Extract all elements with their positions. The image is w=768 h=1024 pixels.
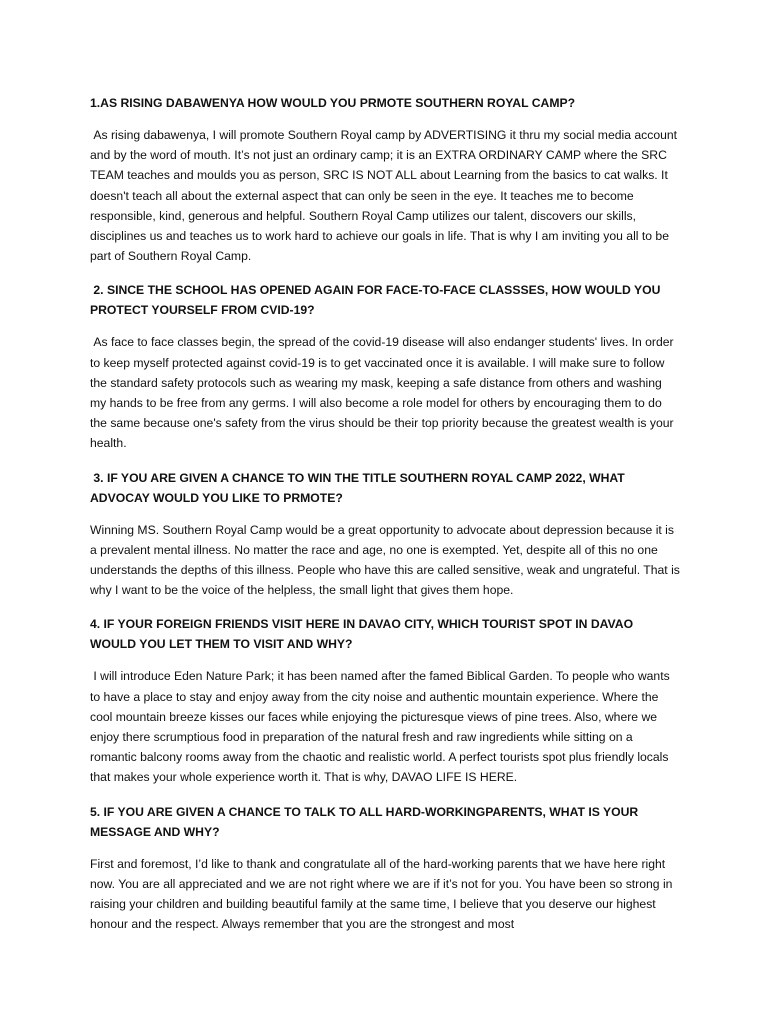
question-2-heading: 2. SINCE THE SCHOOL HAS OPENED AGAIN FOR FACE-TO-FACE CLASSSES, HOW WOULD YOU PROTECT YOURSELF FROM CVID-19? — [90, 283, 664, 318]
question-3-heading: 3. IF YOU ARE GIVEN A CHANCE TO WIN THE TITLE SOUTHERN ROYAL CAMP 2022, WHAT ADVOCAY WOULD YOU LIKE TO PRMOTE? — [90, 470, 628, 505]
answer-4-paragraph: I will introduce Eden Nature Park; it has been named after the famed Biblical Garden. To people who wants to have a place to stay and enjoy away from the city noise and authentic mountain experience. Where the cool mountain breeze kisses our faces while enjoying the picturesque views of pine trees. Also, where we enjoy there scrumptious food in preparation of the natural fresh and raw ingredients while sitting on a romantic balcony rooms away from the chaotic and realistic world. A perfect tourists spot plus friendly locals that makes your whole experience worth it. That is why, DAVAO LIFE IS HERE. — [90, 669, 674, 785]
answer-1-paragraph: As rising dabawenya, I will promote Southern Royal camp by ADVERTISING it thru my social media account and by the word of mouth. It’s not just an ordinary camp; it is an EXTRA ORDINARY CAMP where the SRC TEAM teaches and moulds you as person, SRC IS NOT ALL about Learning from the basics to cat walks. It doesn't teach all about the external aspect that can only be seen in the eye. It teaches me to become responsible, kind, generous and helpful. Southern Royal Camp utilizes our talent, discovers our skills, disciplines us and teaches us to work hard to achieve our goals in life. That is why I am inviting you all to be part of Southern Royal Camp. — [90, 128, 681, 264]
question-5-heading: 5. IF YOU ARE GIVEN A CHANCE TO TALK TO ALL HARD-WORKINGPARENTS, WHAT IS YOUR MESSAGE AND WHY? — [90, 804, 642, 839]
question-4-heading: 4. IF YOUR FOREIGN FRIENDS VISIT HERE IN DAVAO CITY, WHICH TOURIST SPOT IN DAVAO WOULD YOU LET THEM TO VISIT AND WHY? — [90, 617, 637, 652]
document-body — [90, 93, 684, 948]
question-1-heading: 1.AS RISING DABAWENYA HOW WOULD YOU PRMOTE SOUTHERN ROYAL CAMP? — [90, 96, 576, 110]
answer-2-paragraph: As face to face classes begin, the spread of the covid-19 disease will also endanger students' lives. In order to keep myself protected against covid-19 is to get vaccinated once it is available. I will make sure to follow the standard safety protocols such as wearing my mask, keeping a safe distance from others and washing my hands to be free from any germs. I will also become a role model for others by encouraging them to do the same because one's safety from the virus should be their top priority because the greatest wealth is your health. — [90, 335, 677, 451]
answer-3-paragraph: Winning MS. Southern Royal Camp would be a great opportunity to advocate about depression because it is a prevalent mental illness. No matter the race and age, no one is exempted. Yet, despite all of this no one understands the depths of this illness. People who have this are called sensitive, weak and ungrateful. That is why I want to be the voice of the helpless, the small light that gives them hope. — [90, 522, 684, 598]
answer-5-paragraph: First and foremost, I’d like to thank and congratulate all of the hard-working parents that we have here right now. You are all appreciated and we are not right where we are if it’s not for you. You have been so strong in raising your children and building beautiful family at the same time, I believe that you deserve our highest honour and the respect. Always remember that you are the strongest and most — [90, 856, 676, 932]
